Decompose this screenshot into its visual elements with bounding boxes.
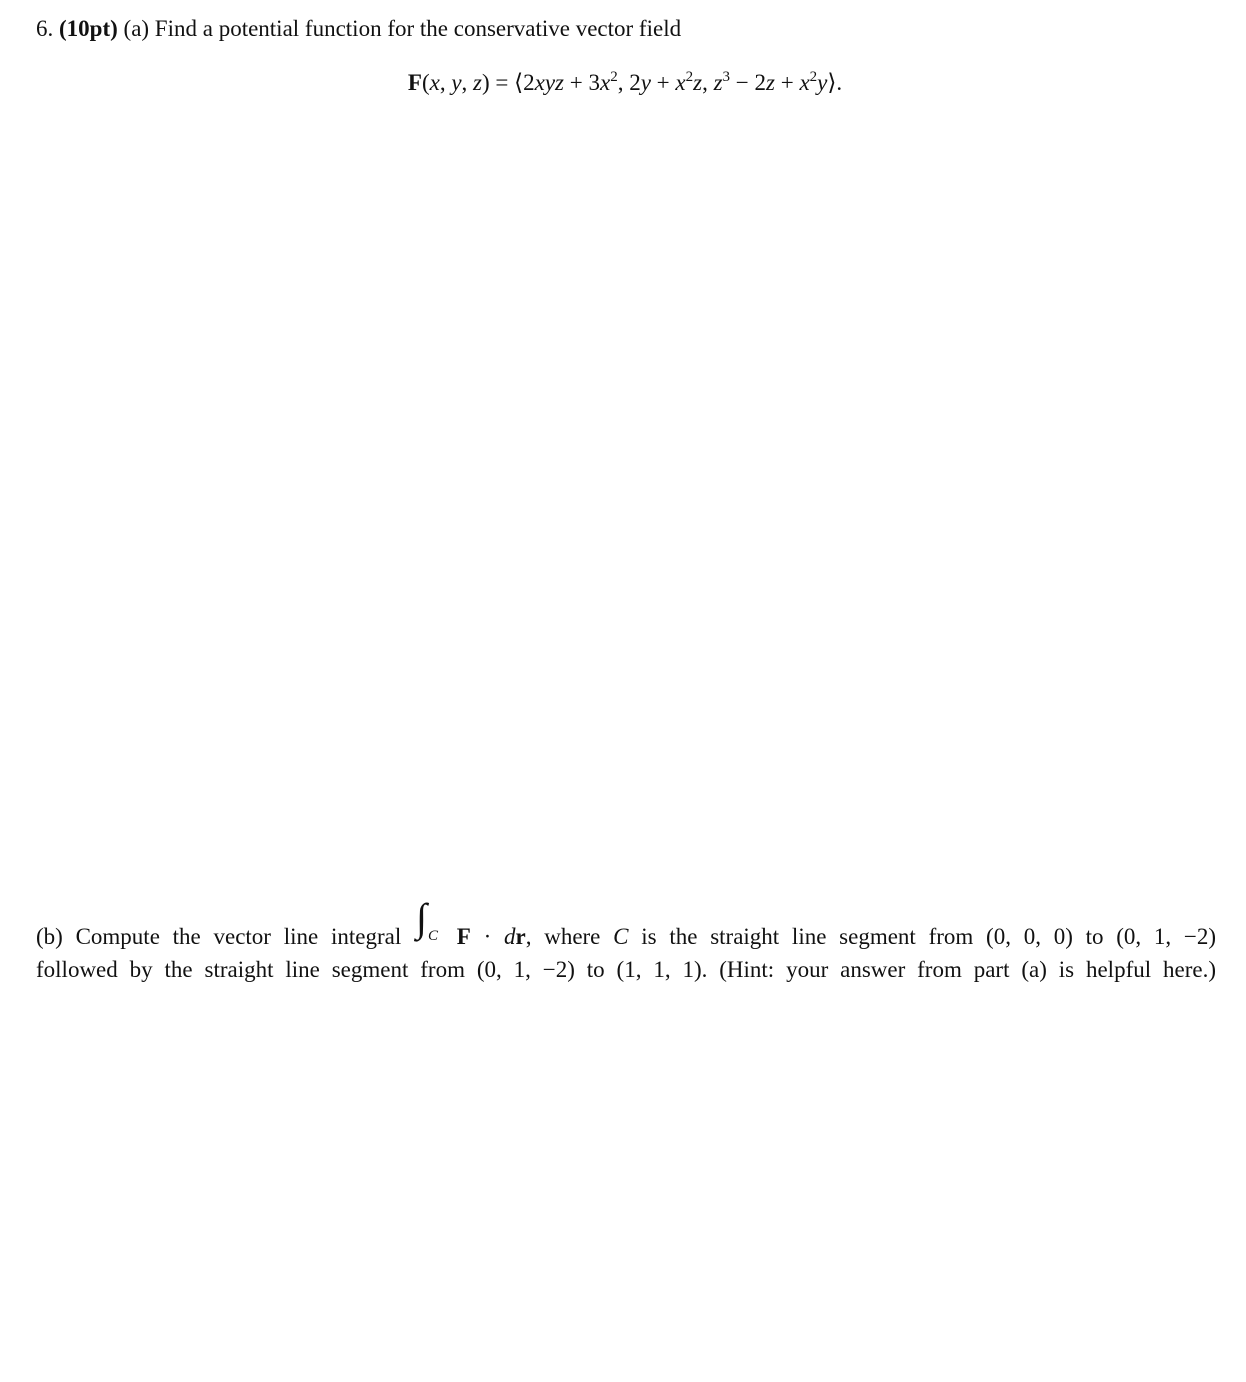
math-segment: , <box>439 70 452 95</box>
math-segment: z <box>693 70 703 95</box>
math-segment: C <box>613 924 629 949</box>
math-segment: y <box>817 70 828 95</box>
math-segment: xyz <box>534 70 564 95</box>
math-segment: − 2 <box>730 70 766 95</box>
math-segment: y <box>451 70 462 95</box>
math-segment: d <box>503 924 516 949</box>
math-segment: F <box>456 924 471 949</box>
math-segment: ( <box>421 70 430 95</box>
math-segment: , where <box>525 924 614 949</box>
math-segment: ) = ⟨2 <box>482 70 535 95</box>
math-segment: x <box>599 70 611 95</box>
math-segment: 2 <box>610 69 618 85</box>
math-segment: is the straight line segment from (0, 0, 0) to (0, 1, −2) <box>628 924 1217 949</box>
integral-sign: ∫ <box>415 895 427 940</box>
math-segment: ⟩. <box>827 70 843 95</box>
math-segment: x <box>675 70 686 95</box>
math-segment: z <box>766 70 775 95</box>
math-segment: F <box>407 70 422 95</box>
math-segment: + 3 <box>563 70 600 95</box>
part-b-text-rest <box>457 924 1216 949</box>
part-b-line-2: followed by the straight line segment from (0, 1, −2) to (1, 1, 1). (Hint: your answer from part (a) is helpful here.) <box>36 957 1216 982</box>
math-segment: 3 <box>722 69 731 85</box>
math-segment: , <box>702 70 714 95</box>
math-segment: z <box>473 70 482 95</box>
math-segment: , 2 <box>617 70 641 95</box>
integral-subscript: C <box>427 928 438 944</box>
part-a-text: (a) Find a potential function for the conservative vector field <box>123 16 682 41</box>
math-segment: 2 <box>809 69 818 85</box>
math-segment: 2 <box>685 69 694 85</box>
math-segment: z <box>713 70 723 95</box>
part-b-text-start: (b) Compute the vector line integral <box>36 924 402 949</box>
part-b-line-1 <box>36 895 1217 950</box>
math-segment: + <box>650 70 676 95</box>
problem-number: 6. <box>36 16 54 41</box>
math-segment: · <box>470 924 504 949</box>
part-a-statement <box>36 16 681 42</box>
problem-points: (10pt) <box>59 16 118 41</box>
math-segment: + <box>774 70 800 95</box>
math-segment: x <box>429 70 440 95</box>
math-segment: x <box>799 70 810 95</box>
math-segment: , <box>461 70 474 95</box>
math-segment: y <box>640 70 651 95</box>
math-segment: r <box>515 924 526 949</box>
vector-field-equation <box>0 70 1246 96</box>
line-integral-symbol <box>414 895 444 944</box>
